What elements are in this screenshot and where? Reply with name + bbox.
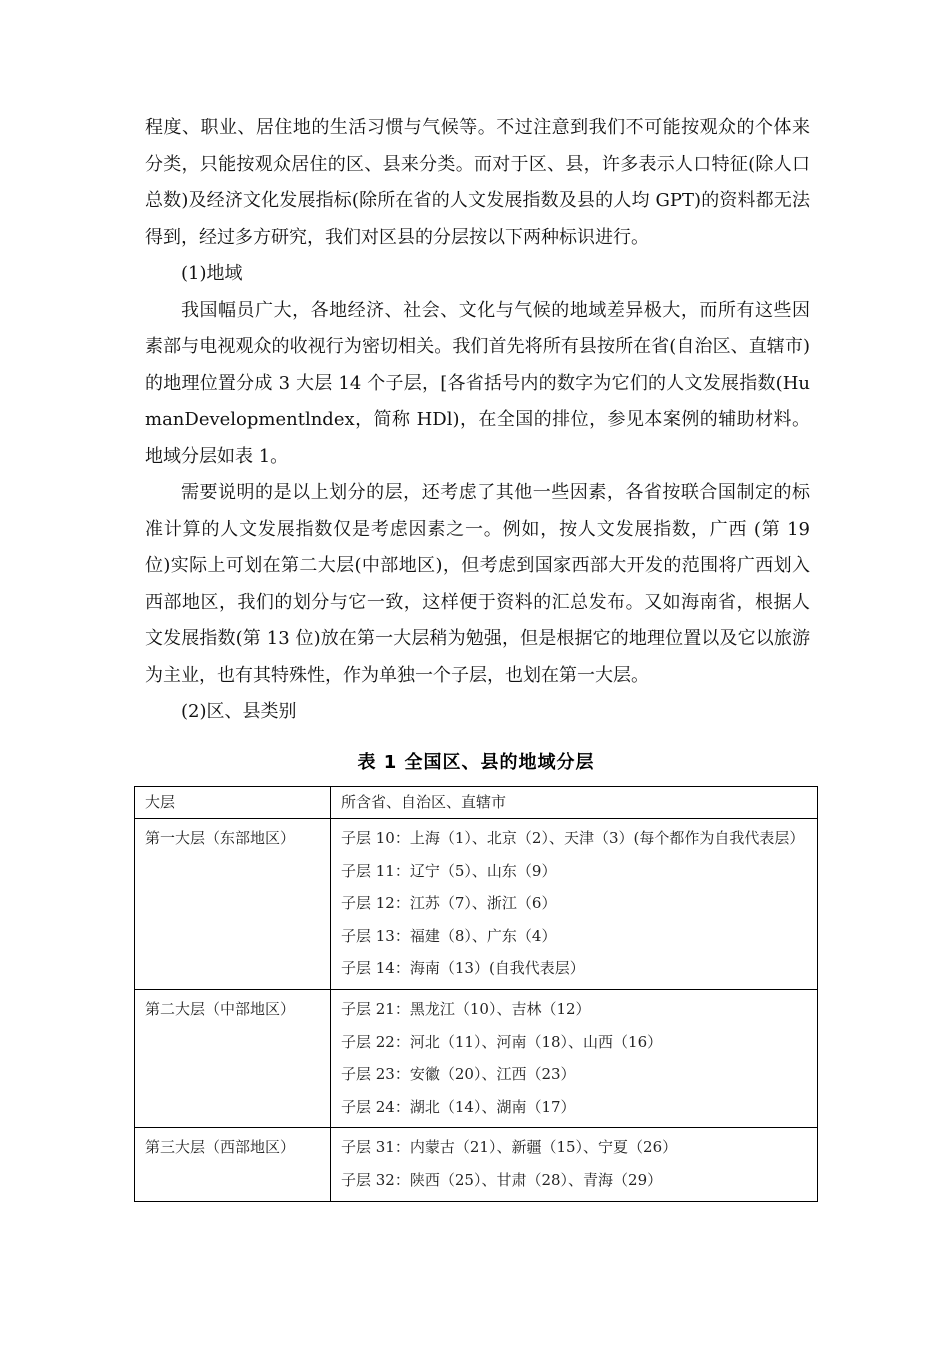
body-text — [145, 110, 810, 731]
sublayer-list — [331, 1128, 818, 1201]
header-layer: 大层 — [135, 787, 331, 819]
table-row — [135, 819, 818, 990]
section-heading-county-type: (2)区、县类别 — [181, 701, 297, 722]
sublayer-item: 子层 31：内蒙古（21）、新疆（15）、宁夏（26） — [341, 1138, 678, 1157]
header-provinces: 所含省、自治区、直辖市 — [331, 787, 818, 819]
paragraph-continuation: 程度、职业、居住地的生活习惯与气候等。不过注意到我们不可能按观众的个体来分类，只能按观众居住的区、县来分类。而对于区、县，许多表示人口特征(除人口总数)及经济文化发展指标(除所在省的人文发展指数及县的人均 GPT)的资料都无法得到，经过多方研究，我们对区县的分层按以下两种标识进行。 — [145, 117, 810, 248]
sublayer-item: 子层 14：海南（13）(自我代表层） — [341, 959, 585, 978]
table-row — [135, 1128, 818, 1201]
table-header-row — [135, 787, 818, 819]
sublayer-list — [331, 989, 818, 1127]
section-heading-region: (1)地域 — [181, 263, 243, 284]
paragraph-region: 我国幅员广大，各地经济、社会、文化与气候的地域差异极大，而所有这些因素部与电视观众的收视行为密切相关。我们首先将所有县按所在省(自治区、直辖市)的地理位置分成 3 大层 14 个子层，[各省括号内的数字为它们的人文发展指数(HumanDevelopmentlndex，简称 HDl)，在全国的排位，参见本案例的辅助材料。地域分层如表 1。 — [145, 299, 810, 467]
paragraph-explanation: 需要说明的是以上划分的层，还考虑了其他一些因素，各省按联合国制定的标准计算的人文发展指数仅是考虑因素之一。例如，按人文发展指数，广西 (第 19 位)实际上可划在第二大层(中部地区)，但考虑到国家西部大开发的范围将广西划入西部地区，我们的划分与它一致，这样便于资料的汇总发布。又如海南省，根据人文发展指数(第 13 位)放在第一大层稍为勉强，但是根据它的地理位置以及它以旅游为主业，也有其特殊性，作为单独一个子层，也划在第一大层。 — [145, 482, 810, 686]
sublayer-item: 子层 22：河北（11）、河南（18）、山西（16） — [341, 1032, 663, 1051]
sublayer-list — [331, 819, 818, 990]
sublayer-item: 子层 13：福建（8）、广东（4） — [341, 926, 557, 945]
sublayer-item: 子层 11：辽宁（5）、山东（9） — [341, 861, 557, 880]
sublayer-item: 子层 23：安徽（20）、江西（23） — [341, 1065, 576, 1084]
sublayer-item: 子层 21：黑龙江（10）、吉林（12） — [341, 999, 591, 1018]
sublayer-item: 子层 10：上海（1）、北京（2）、天津（3）(每个都作为自我代表层） — [341, 829, 805, 847]
region-stratification-table — [134, 786, 818, 1202]
sublayer-item: 子层 32：陕西（25）、甘肃（28）、青海（29） — [341, 1170, 663, 1189]
table-caption: 表 1 全国区、县的地域分层 — [357, 752, 595, 773]
sublayer-item: 子层 24：湖北（14）、湖南（17） — [341, 1097, 576, 1116]
table-row — [135, 989, 818, 1127]
sublayer-item: 子层 12：江苏（7）、浙江（6） — [341, 894, 557, 913]
layer-name: 第一大层（东部地区） — [135, 819, 331, 990]
layer-name: 第二大层（中部地区） — [135, 989, 331, 1127]
layer-name: 第三大层（西部地区） — [135, 1128, 331, 1201]
